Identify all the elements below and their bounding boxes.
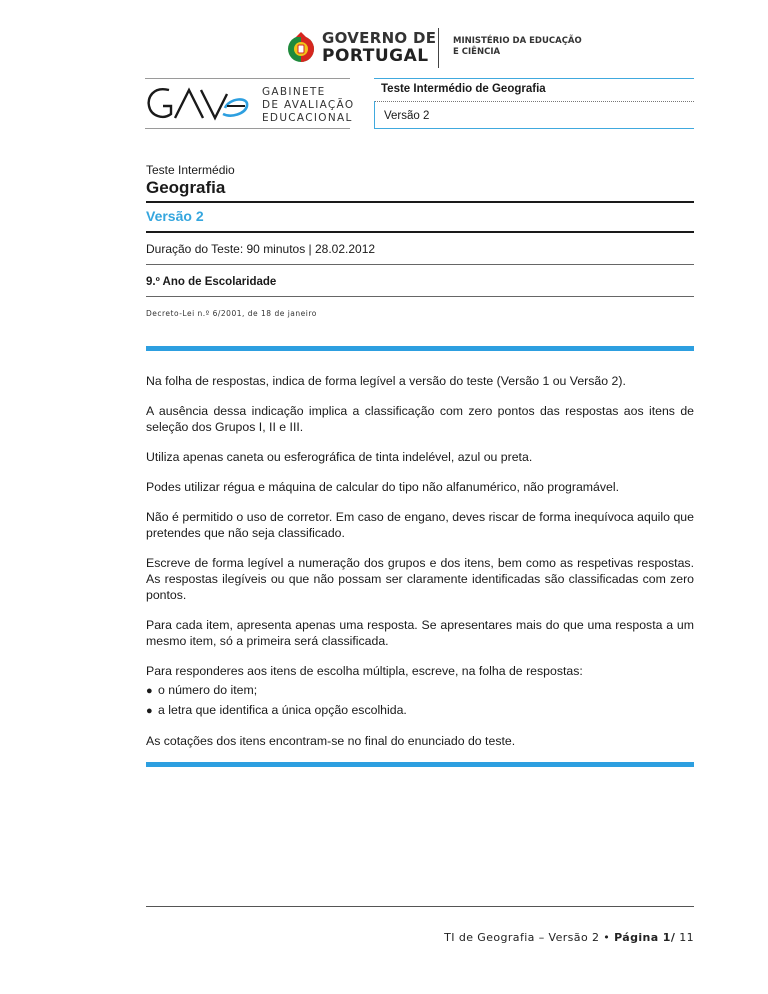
footer-page-total: 11 — [679, 931, 694, 944]
gave-rule-top — [145, 78, 350, 79]
instruction-paragraph: Na folha de respostas, indica de forma legível a versão do teste (Versão 1 ou Versão 2). — [146, 374, 626, 388]
instruction-paragraph: A ausência dessa indicação implica a classificação com zero pontos das respostas aos itens de seleção dos Grupos I, II e III. — [146, 404, 694, 434]
instruction-paragraph: As cotações dos itens encontram-se no final do enunciado do teste. — [146, 734, 516, 748]
divider-thin — [146, 264, 694, 265]
footer-page-label: Página 1/ — [614, 931, 676, 944]
government-name-line1: GOVERNO DE — [322, 29, 437, 47]
footer-rule — [146, 906, 694, 907]
instruction-paragraph: Podes utilizar régua e máquina de calcular do tipo não alfanumérico, não programável. — [146, 480, 620, 494]
bullet-icon: ● — [146, 705, 153, 717]
divider-thin — [146, 296, 694, 297]
footer-title: TI de Geografia – Versão 2 — [444, 931, 600, 944]
accent-bar-top — [146, 346, 694, 351]
header-box-rule-bottom — [374, 128, 694, 129]
header-box-rule-top — [374, 78, 694, 79]
header-box-title: Teste Intermédio de Geografia — [381, 83, 546, 95]
instructions — [146, 373, 694, 763]
instruction-list — [146, 663, 694, 719]
version-label: Versão 2 — [146, 208, 204, 224]
test-duration: Duração do Teste: 90 minutos | 28.02.2012 — [146, 242, 376, 256]
government-logo — [286, 26, 436, 70]
gave-line2: DE AVALIAÇÃO — [262, 99, 355, 111]
school-year: 9.º Ano de Escolaridade — [146, 276, 277, 288]
instruction-paragraph: Para cada item, apresenta apenas uma resposta. Se apresentares mais do que uma resposta a um mesmo item, só a primeira será classificada. — [146, 618, 694, 648]
ministry-line1: MINISTÉRIO DA EDUCAÇÃO — [453, 36, 582, 46]
header-separator — [438, 28, 439, 68]
instruction-paragraph: Escreve de forma legível a numeração dos grupos e dos itens, bem como as respetivas respostas. As respostas ilegíveis ou que não possam ser claramente identificadas são classificadas com zero pontos. — [146, 556, 694, 602]
gave-line1: GABINETE — [262, 86, 326, 98]
gave-line3: EDUCACIONAL — [262, 112, 353, 124]
portugal-coat-of-arms-icon — [286, 31, 316, 65]
list-item — [146, 682, 694, 699]
bullet-icon: ● — [146, 685, 153, 697]
instruction-list-intro: Para responderes aos itens de escolha múltipla, escreve, na folha de respostas: — [146, 664, 583, 678]
header-box-dotted-rule — [374, 101, 694, 102]
list-item-text: o número do item; — [158, 683, 258, 697]
footer-separator: • — [603, 931, 611, 944]
ministry-line2: E CIÊNCIA — [453, 47, 501, 57]
list-item-text: a letra que identifica a única opção escolhida. — [158, 703, 407, 717]
page-footer — [444, 931, 694, 944]
divider-thick — [146, 231, 694, 233]
subject-title: Geografia — [146, 178, 226, 197]
list-item — [146, 702, 694, 719]
instruction-paragraph: Utiliza apenas caneta ou esferográfica de tinta indelével, azul ou preta. — [146, 450, 533, 464]
header-box-vertical-rule — [374, 101, 375, 128]
instruction-paragraph: Não é permitido o uso de corretor. Em caso de engano, deves riscar de forma inequívoca aquilo que pretendes que não seja classificado. — [146, 510, 694, 540]
decree-reference: Decreto-Lei n.º 6/2001, de 18 de janeiro — [146, 309, 317, 318]
gave-logo-icon — [145, 84, 251, 124]
divider-thick — [146, 201, 694, 203]
ministry-name — [453, 36, 582, 58]
gave-rule-bottom — [145, 128, 350, 129]
government-name-line2: PORTUGAL — [322, 46, 429, 66]
test-kicker: Teste Intermédio — [146, 163, 235, 177]
gave-name — [262, 86, 354, 125]
accent-bar-bottom — [146, 762, 694, 767]
header-box-version: Versão 2 — [384, 110, 430, 122]
